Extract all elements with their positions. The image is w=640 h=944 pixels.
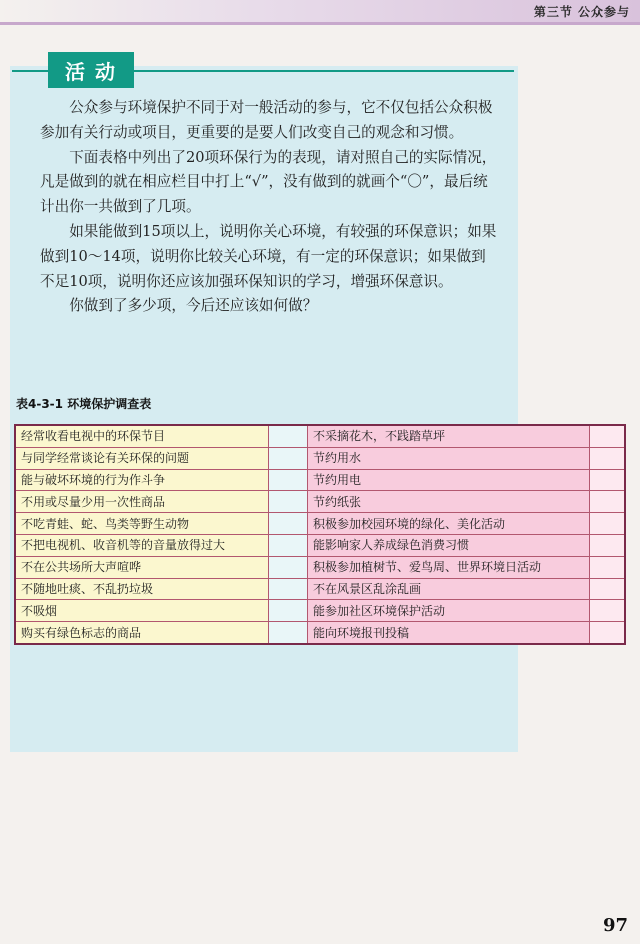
left-check-cell[interactable] [268,491,307,513]
right-item: 积极参加植树节、爱鸟周、世界环境日活动 [308,556,590,578]
right-item: 节约纸张 [308,491,590,513]
table-row [15,513,625,535]
right-item: 能参加社区环境保护活动 [308,600,590,622]
left-item: 不把电视机、收音机等的音量放得过大 [15,534,268,556]
right-item: 节约用水 [308,447,590,469]
header-band [0,0,640,22]
left-check-cell[interactable] [268,513,307,535]
paragraph: 公众参与环境保护不同于对一般活动的参与，它不仅包括公众积极参加有关行动或项目，更重要的是要人们改变自己的观念和习惯。 [40,99,493,141]
right-check-cell[interactable] [589,578,625,600]
page-number: 97 [602,915,628,936]
table-row [15,447,625,469]
paragraph: 如果能做到15项以上，说明你关心环境，有较强的环保意识；如果做到10～14项，说明你比较关心环境，有一定的环保意识；如果做到不足10项，说明你还应该加强环保知识的学习，增强环保意识。 [40,222,497,290]
right-item: 能影响家人养成绿色消费习惯 [308,534,590,556]
table-row [15,600,625,622]
left-check-cell[interactable] [268,556,307,578]
table-row [15,622,625,644]
paragraph: 你做到了多少项，今后还应该如何做？ [69,297,318,315]
right-check-cell[interactable] [589,491,625,513]
right-item: 积极参加校园环境的绿化、美化活动 [308,513,590,535]
left-item: 不吸烟 [15,600,268,622]
left-item: 不吃青蛙、蛇、鸟类等野生动物 [15,513,268,535]
left-check-cell[interactable] [268,425,307,447]
right-item: 节约用电 [308,469,590,491]
left-item: 购买有绿色标志的商品 [15,622,268,644]
left-check-cell[interactable] [268,447,307,469]
right-check-cell[interactable] [589,469,625,491]
activity-body [40,96,498,319]
right-item: 不在风景区乱涂乱画 [308,578,590,600]
right-check-cell[interactable] [589,534,625,556]
right-check-cell[interactable] [589,556,625,578]
left-check-cell[interactable] [268,622,307,644]
table-row [15,534,625,556]
left-item: 不用或尽量少用一次性商品 [15,491,268,513]
table-row [15,491,625,513]
right-item: 能向环境报刊投稿 [308,622,590,644]
table-row [15,578,625,600]
table-row [15,425,625,447]
left-item: 不随地吐痰、不乱扔垃圾 [15,578,268,600]
right-check-cell[interactable] [589,425,625,447]
paragraph: 下面表格中列出了20项环保行为的表现，请对照自己的实际情况，凡是做到的就在相应栏目中打上“√”，没有做到的就画个“〇”，最后统计出你一共做到了几项。 [40,148,497,216]
table-caption: 表4-3-1 环境保护调查表 [16,397,152,411]
left-check-cell[interactable] [268,534,307,556]
left-check-cell[interactable] [268,600,307,622]
left-item: 与同学经常谈论有关环保的问题 [15,447,268,469]
section-label: 第三节 公众参与 [533,5,630,19]
right-item: 不采摘花木，不践踏草坪 [308,425,590,447]
right-check-cell[interactable] [589,513,625,535]
activity-tab: 活动 [48,52,134,88]
left-check-cell[interactable] [268,469,307,491]
table-row [15,556,625,578]
right-check-cell[interactable] [589,600,625,622]
left-item: 能与破坏环境的行为作斗争 [15,469,268,491]
left-item: 经常收看电视中的环保节目 [15,425,268,447]
left-check-cell[interactable] [268,578,307,600]
right-check-cell[interactable] [589,447,625,469]
table-row [15,469,625,491]
left-item: 不在公共场所大声喧哗 [15,556,268,578]
right-check-cell[interactable] [589,622,625,644]
survey-table [14,424,626,645]
